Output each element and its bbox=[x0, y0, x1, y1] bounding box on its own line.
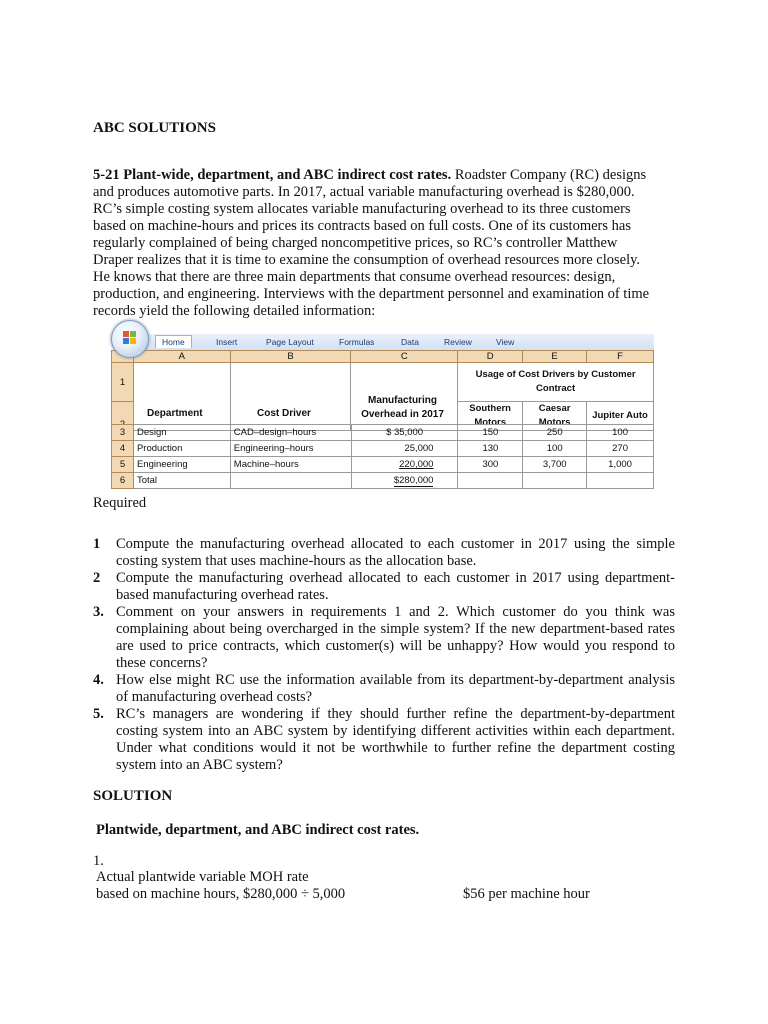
row-header: 1 bbox=[112, 363, 134, 402]
solution-rate-value: $56 per machine hour bbox=[463, 886, 590, 902]
list-item bbox=[93, 536, 675, 570]
list-item bbox=[93, 672, 675, 706]
table-cell: 250 bbox=[523, 425, 587, 441]
table-cell bbox=[351, 473, 458, 489]
list-item-number: 5. bbox=[93, 706, 104, 722]
problem-statement bbox=[93, 167, 658, 320]
header-department: Department bbox=[147, 408, 203, 419]
document-heading: ABC SOLUTIONS bbox=[93, 120, 216, 136]
header-southern: Southern Motors bbox=[458, 402, 523, 431]
row-header: 6 bbox=[112, 473, 134, 489]
ribbon-tabs bbox=[133, 334, 654, 351]
table-cell: 150 bbox=[458, 425, 523, 441]
list-item-text: Compute the manufacturing overhead allocated to each customer in 2017 using department-based manufacturing overhead rates. bbox=[116, 570, 675, 603]
ribbon-tab: Insert bbox=[216, 337, 238, 347]
row-header: 4 bbox=[112, 441, 134, 457]
spreadsheet-image bbox=[111, 320, 654, 492]
list-item-number: 1 bbox=[93, 536, 101, 552]
table-row bbox=[112, 473, 654, 489]
table-cell bbox=[230, 473, 351, 489]
ribbon-tab: Home bbox=[155, 335, 192, 348]
table-cell: 100 bbox=[587, 425, 654, 441]
ribbon-tab: Page Layout bbox=[266, 337, 314, 347]
ribbon-tab: Formulas bbox=[339, 337, 375, 347]
required-label: Required bbox=[93, 495, 147, 511]
header-cost-driver: Cost Driver bbox=[257, 408, 311, 419]
table-cell bbox=[351, 457, 458, 473]
table-cell bbox=[230, 363, 351, 431]
office-button bbox=[111, 320, 149, 358]
column-header: E bbox=[523, 351, 587, 363]
table-cell bbox=[587, 473, 654, 489]
usage-header: Usage of Cost Drivers by Customer Contract bbox=[458, 363, 654, 402]
table-row bbox=[112, 457, 654, 473]
list-item bbox=[93, 706, 675, 774]
column-header-row bbox=[112, 351, 654, 363]
column-header: A bbox=[133, 351, 230, 363]
cost-driver-data bbox=[111, 424, 654, 489]
solution-line-1: Actual plantwide variable MOH rate bbox=[96, 869, 309, 885]
table-cell: 270 bbox=[587, 441, 654, 457]
row-header: 5 bbox=[112, 457, 134, 473]
solution-line-2: based on machine hours, $280,000 ÷ 5,000 bbox=[96, 886, 346, 902]
table-cell: Design bbox=[133, 425, 230, 441]
table-cell: Engineering–hours bbox=[230, 441, 351, 457]
table-cell bbox=[458, 473, 523, 489]
ribbon-tab: Data bbox=[401, 337, 419, 347]
list-item bbox=[93, 570, 675, 604]
solution-heading: SOLUTION bbox=[93, 788, 173, 804]
column-header: D bbox=[458, 351, 523, 363]
table-cell: 1,000 bbox=[587, 457, 654, 473]
requirements-list bbox=[93, 536, 675, 774]
list-item bbox=[93, 604, 675, 672]
table-cell: Production bbox=[133, 441, 230, 457]
problem-body: Roadster Company (RC) designs and produces automotive parts. In 2017, actual variable manufacturing overhead is $280,000. RC’s simple costing system allocates variable manufacturing overhead to its three customers based on machine-hours and prices its contracts based on full costs. One of its customers has regularly complained of being charged noncompetitive prices, so RC’s controller Matthew Draper realizes that it is time to examine the consumption of overhead resources more closely. He knows that there are three main departments that consume overhead resources: design, production, and engineering. Interviews with the department personnel and examination of time records yield the following detailed information: bbox=[93, 167, 650, 319]
column-header: C bbox=[351, 351, 458, 363]
problem-title: Plant-wide, department, and ABC indirect cost rates. bbox=[123, 167, 452, 183]
table-cell: 300 bbox=[458, 457, 523, 473]
list-item-number: 4. bbox=[93, 672, 104, 688]
table-row bbox=[112, 441, 654, 457]
header-jupiter: Jupiter Auto bbox=[587, 402, 654, 431]
ribbon-tab: Review bbox=[444, 337, 472, 347]
list-item-text: RC’s managers are wondering if they should further refine the department-by-department costing system into an ABC system by identifying different activities within each department. Under what conditions would it not be worthwhile to further refine the department costing system into an ABC system? bbox=[116, 706, 675, 773]
list-item-text: Compute the manufacturing overhead allocated to each customer in 2017 using the simple costing system that uses machine-hours as the allocation base. bbox=[116, 536, 675, 569]
table-cell: 130 bbox=[458, 441, 523, 457]
table-cell: Total bbox=[133, 473, 230, 489]
list-item-number: 3. bbox=[93, 604, 104, 620]
table-cell: CAD–design–hours bbox=[230, 425, 351, 441]
table-cell bbox=[133, 363, 230, 431]
table-cell bbox=[523, 473, 587, 489]
problem-number: 5-21 bbox=[93, 167, 120, 183]
header-caesar: Caesar Motors bbox=[523, 402, 587, 431]
header-moh: Manufacturing Overhead in 2017 bbox=[361, 395, 444, 420]
table-cell: 100 bbox=[523, 441, 587, 457]
moh-total: $280,000 bbox=[394, 475, 434, 489]
list-item-number: 2 bbox=[93, 570, 101, 586]
table-cell: $ 35,000 bbox=[351, 425, 458, 441]
column-header: B bbox=[230, 351, 351, 363]
table-cell: 25,000 bbox=[351, 441, 458, 457]
row-header: 3 bbox=[112, 425, 134, 441]
solution-subheading: Plantwide, department, and ABC indirect cost rates. bbox=[96, 822, 420, 838]
office-logo-icon bbox=[123, 331, 137, 345]
table-cell: Engineering bbox=[133, 457, 230, 473]
table-cell: Machine–hours bbox=[230, 457, 351, 473]
solution-part-number: 1. bbox=[93, 853, 104, 869]
list-item-text: How else might RC use the information available from its department-by-department analysis of manufacturing overhead costs? bbox=[116, 672, 675, 705]
list-item-text: Comment on your answers in requirements 1 and 2. Which customer do you think was complaining about being overcharged in the simple system? If the new department-based rates are used to price contracts, which customer(s) will be unhappy? How would you respond to these concerns? bbox=[116, 604, 675, 671]
column-header: F bbox=[587, 351, 654, 363]
ribbon-tab: View bbox=[496, 337, 515, 347]
moh-engineering: 220,000 bbox=[399, 459, 434, 470]
table-row bbox=[112, 425, 654, 441]
table-cell: 3,700 bbox=[523, 457, 587, 473]
